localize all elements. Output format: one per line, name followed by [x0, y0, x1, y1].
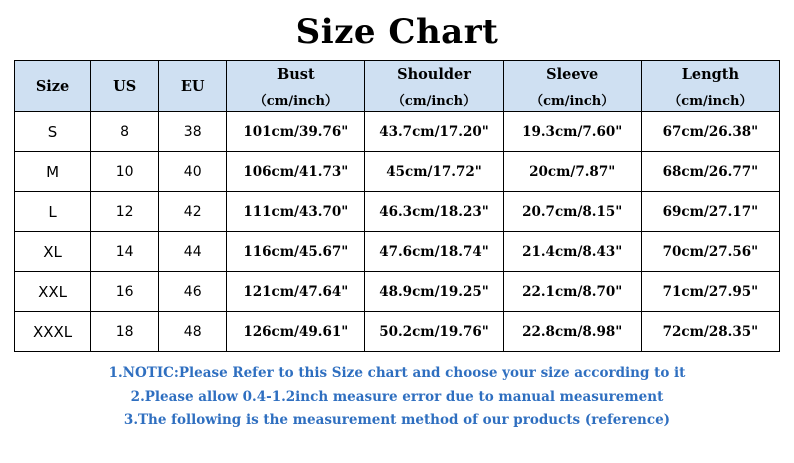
- cell-shoulder: 50.2cm/19.76": [365, 312, 503, 352]
- table-row: [15, 272, 780, 312]
- cell-eu: 46: [159, 272, 227, 312]
- cell-size: L: [15, 192, 91, 232]
- table-row: [15, 312, 780, 352]
- table-header: [15, 61, 780, 112]
- column-header-bust: Bust: [227, 61, 365, 88]
- cell-sleeve: 19.3cm/7.60": [503, 112, 641, 152]
- cell-sleeve: 20.7cm/8.15": [503, 192, 641, 232]
- column-header-size: Size: [15, 61, 91, 112]
- column-header-length: Length: [641, 61, 779, 88]
- note-line-3: 3.The following is the measurement method of our products (reference): [123, 412, 671, 429]
- cell-bust: 111cm/43.70": [227, 192, 365, 232]
- cell-size: XXXL: [15, 312, 91, 352]
- cell-eu: 44: [159, 232, 227, 272]
- cell-shoulder: 48.9cm/19.25": [365, 272, 503, 312]
- cell-eu: 38: [159, 112, 227, 152]
- table-row: [15, 152, 780, 192]
- cell-us: 8: [91, 112, 159, 152]
- page-title: Size Chart: [295, 12, 499, 52]
- table-body: [15, 112, 780, 352]
- cell-length: 71cm/27.95": [641, 272, 779, 312]
- column-header-sleeve: Sleeve: [503, 61, 641, 88]
- cell-length: 72cm/28.35": [641, 312, 779, 352]
- cell-us: 14: [91, 232, 159, 272]
- cell-shoulder: 45cm/17.72": [365, 152, 503, 192]
- cell-bust: 126cm/49.61": [227, 312, 365, 352]
- column-header-shoulder: Shoulder: [365, 61, 503, 88]
- cell-length: 68cm/26.77": [641, 152, 779, 192]
- column-unit-shoulder: （cm/inch）: [365, 87, 503, 112]
- table-row: [15, 112, 780, 152]
- cell-sleeve: 22.1cm/8.70": [503, 272, 641, 312]
- table-row: [15, 192, 780, 232]
- cell-size: XXL: [15, 272, 91, 312]
- size-chart-table: [14, 60, 780, 352]
- cell-length: 69cm/27.17": [641, 192, 779, 232]
- cell-sleeve: 20cm/7.87": [503, 152, 641, 192]
- cell-shoulder: 43.7cm/17.20": [365, 112, 503, 152]
- cell-us: 16: [91, 272, 159, 312]
- table-header-row: [15, 61, 780, 88]
- cell-length: 67cm/26.38": [641, 112, 779, 152]
- column-unit-bust: （cm/inch）: [227, 87, 365, 112]
- table-row: [15, 232, 780, 272]
- cell-shoulder: 47.6cm/18.74": [365, 232, 503, 272]
- cell-us: 18: [91, 312, 159, 352]
- column-unit-sleeve: （cm/inch）: [503, 87, 641, 112]
- size-chart-table-wrapper: [0, 60, 794, 352]
- cell-us: 10: [91, 152, 159, 192]
- notes-section: [0, 362, 794, 433]
- column-header-us: US: [91, 61, 159, 112]
- cell-bust: 106cm/41.73": [227, 152, 365, 192]
- note-line-2: 2.Please allow 0.4-1.2inch measure error due to manual measurement: [130, 388, 664, 405]
- cell-length: 70cm/27.56": [641, 232, 779, 272]
- cell-sleeve: 22.8cm/8.98": [503, 312, 641, 352]
- cell-bust: 101cm/39.76": [227, 112, 365, 152]
- cell-eu: 42: [159, 192, 227, 232]
- cell-size: S: [15, 112, 91, 152]
- column-header-eu: EU: [159, 61, 227, 112]
- cell-bust: 116cm/45.67": [227, 232, 365, 272]
- cell-us: 12: [91, 192, 159, 232]
- cell-eu: 40: [159, 152, 227, 192]
- cell-size: XL: [15, 232, 91, 272]
- cell-size: M: [15, 152, 91, 192]
- cell-eu: 48: [159, 312, 227, 352]
- cell-sleeve: 21.4cm/8.43": [503, 232, 641, 272]
- column-unit-length: （cm/inch）: [641, 87, 779, 112]
- note-line-1: 1.NOTIC:Please Refer to this Size chart and choose your size according to it: [108, 365, 686, 381]
- cell-shoulder: 46.3cm/18.23": [365, 192, 503, 232]
- cell-bust: 121cm/47.64": [227, 272, 365, 312]
